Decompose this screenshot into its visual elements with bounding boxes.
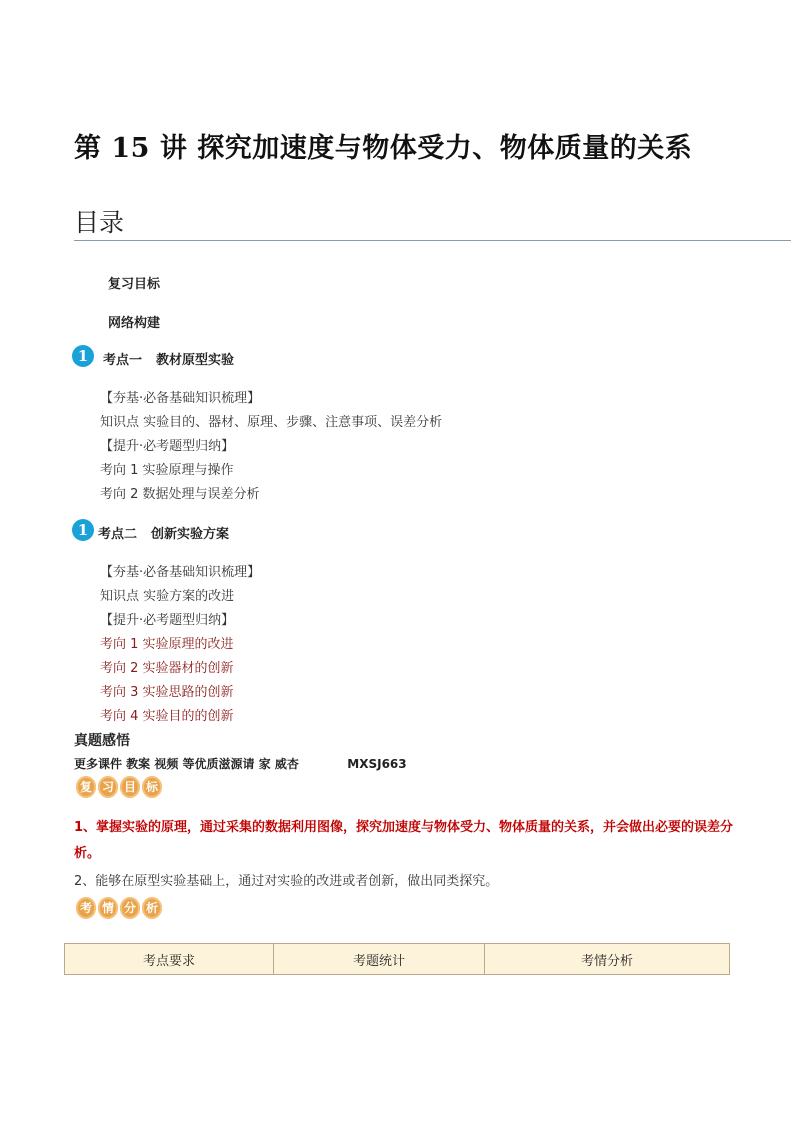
table-header-cell: 考情分析 <box>485 944 730 975</box>
promo-code: MXSJ663 <box>347 757 407 771</box>
toc-line[interactable]: 考向 1 实验原理与操作 <box>100 463 234 478</box>
toc-line[interactable]: 考向 1 实验原理的改进 <box>100 637 234 652</box>
toc-line[interactable]: 考向 3 实验思路的创新 <box>100 685 234 700</box>
exam-analysis-table <box>64 943 730 975</box>
table-header-cell: 考点要求 <box>65 944 274 975</box>
toc-section-1[interactable] <box>103 349 234 368</box>
stamp-char: 目 <box>120 776 140 798</box>
stamp-char: 标 <box>142 776 162 798</box>
table-header-cell: 考题统计 <box>274 944 485 975</box>
section-number-icon: 1 <box>72 519 94 541</box>
stamp-char: 情 <box>98 897 118 919</box>
toc-line[interactable]: 知识点 实验目的、器材、原理、步骤、注意事项、误差分析 <box>100 415 443 430</box>
toc-divider <box>74 240 791 241</box>
promo-text: 更多课件 教案 视频 等优质滋源请 家 威杏 <box>74 757 299 771</box>
document-title: 第 15 讲 探究加速度与物体受力、物体质量的关系 <box>74 133 693 164</box>
toc-section-2[interactable] <box>98 523 229 542</box>
section-name: 创新实验方案 <box>151 527 230 542</box>
stamp-char: 析 <box>142 897 162 919</box>
toc-line[interactable]: 【夯基·必备基础知识梳理】 <box>100 565 261 580</box>
toc-item-real-questions[interactable]: 真题感悟 <box>74 733 130 749</box>
review-goal-2: 2、能够在原型实验基础上，通过对实验的改进或者创新，做出同类探究。 <box>74 874 499 889</box>
section-number-icon: 1 <box>72 345 94 367</box>
section-label: 考点一 <box>103 353 143 368</box>
section-name: 教材原型实验 <box>156 353 235 368</box>
stamp-char: 分 <box>120 897 140 919</box>
stamp-char: 考 <box>76 897 96 919</box>
toc-item-network[interactable]: 网络构建 <box>108 316 161 331</box>
stamp-char: 复 <box>76 776 96 798</box>
toc-line[interactable]: 【夯基·必备基础知识梳理】 <box>100 391 261 406</box>
toc-line[interactable]: 考向 2 数据处理与误差分析 <box>100 487 260 502</box>
toc-line[interactable]: 【提升·必考题型归纳】 <box>100 439 235 454</box>
section-label: 考点二 <box>98 527 138 542</box>
promo-line <box>74 755 407 772</box>
toc-line[interactable]: 知识点 实验方案的改进 <box>100 589 235 604</box>
toc-line[interactable]: 考向 4 实验目的的创新 <box>100 709 234 724</box>
exam-analysis-stamp <box>76 897 162 921</box>
stamp-char: 习 <box>98 776 118 798</box>
toc-line[interactable]: 【提升·必考题型归纳】 <box>100 613 235 628</box>
table-header-row <box>65 944 730 975</box>
toc-heading: 目录 <box>74 208 125 237</box>
toc-item-review-goals[interactable]: 复习目标 <box>108 277 161 292</box>
review-goal-1: 1、掌握实验的原理，通过采集的数据利用图像，探究加速度与物体受力、物体质量的关系，并会做出必要的误差分析。 <box>74 820 734 861</box>
toc-line[interactable]: 考向 2 实验器材的创新 <box>100 661 234 676</box>
review-goals-stamp <box>76 776 162 800</box>
